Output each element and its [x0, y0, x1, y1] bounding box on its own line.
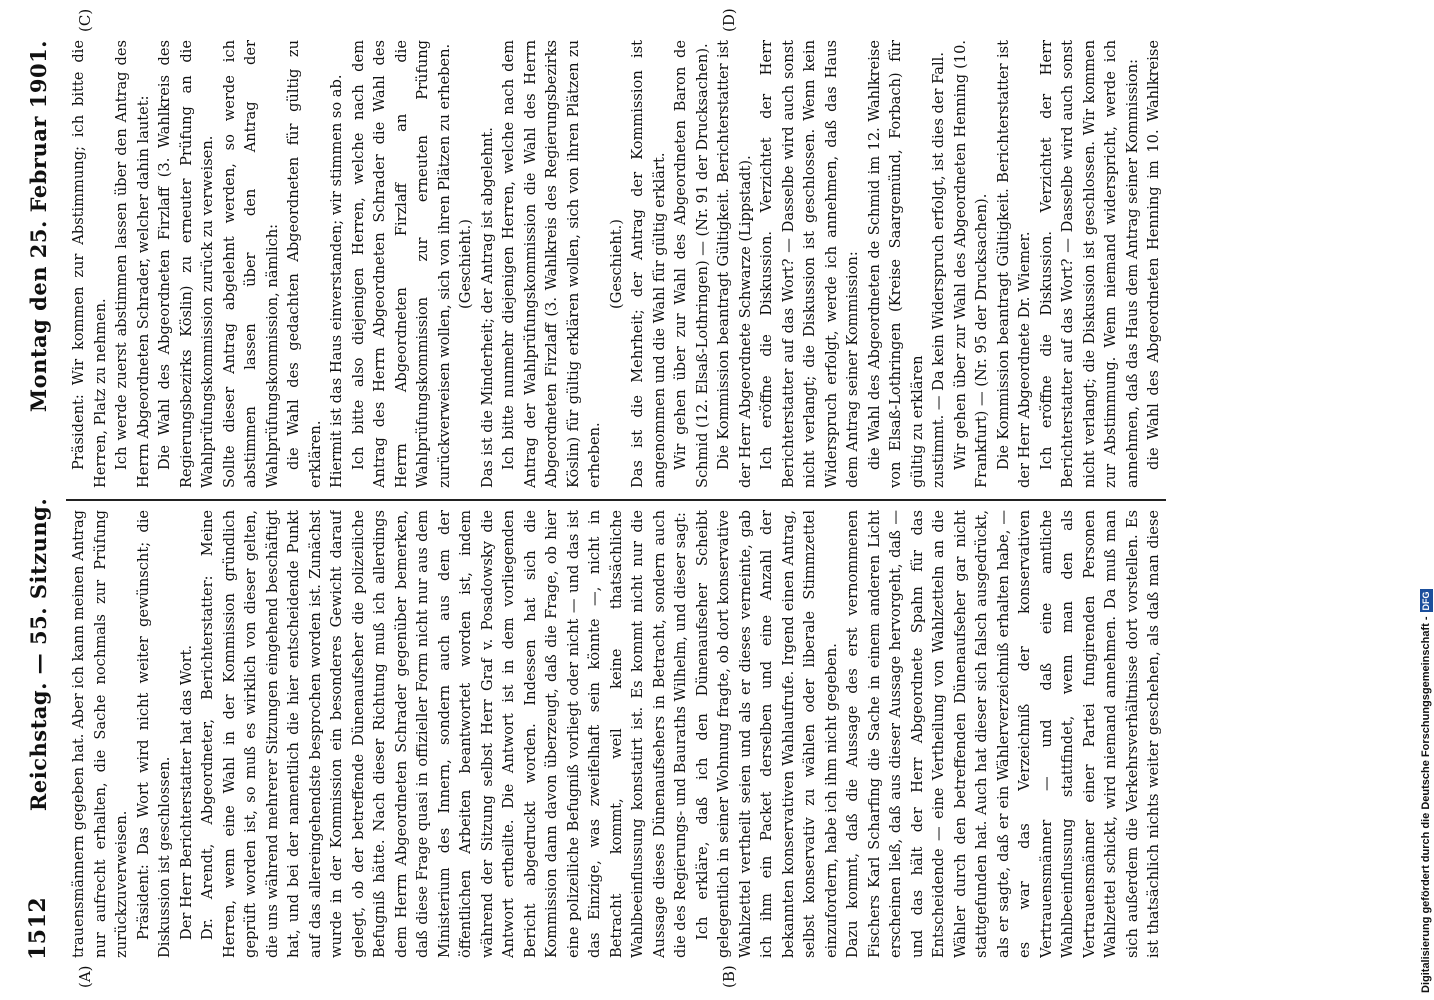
- paragraph: Das ist die Minderheit; der Antrag ist abgelehnt.: [478, 127, 496, 488]
- right-text-column: [68, 40, 1168, 488]
- paragraph: zustimmt. — Da kein Widerspruch erfolgt, ist dies der Fall.: [930, 52, 947, 488]
- margin-mark-a: (A): [76, 965, 94, 988]
- page-number: 1512: [25, 896, 51, 960]
- margin-mark-c: (C): [76, 8, 94, 32]
- paragraph: Ich werde zuerst abstimmen lassen über den Antrag des Herrn Abgeordneten Schrader, welcher dahin lautet:: [113, 40, 152, 488]
- running-title: Reichstag. — 55. Sitzung.: [25, 497, 51, 812]
- session-date: Montag den 25. Februar 1901.: [25, 40, 51, 413]
- paragraph: trauensmännern gegeben hat. Aber ich kann meinen Antrag nur aufrecht erhalten, die Sache nochmals zur Prüfung zurückzuverweisen.: [70, 510, 130, 958]
- running-header: [18, 40, 58, 960]
- credit-text: Digitalisierung gefördert durch die Deutsche Forschungsgemeinschaft -: [1420, 616, 1432, 993]
- paragraph: Präsident: Wir kommen zur Abstimmung; ich bitte die Herren, Platz zu nehmen.: [70, 40, 109, 488]
- paragraph: Wir gehen über zur Wahl des Abgeordneten Henning (10. Frankfurt) — (Nr. 95 der Drucksachen).: [951, 40, 990, 488]
- paragraph: Ich eröffne die Diskussion. Verzichtet der Herr Berichterstatter auf das Wort? — Dasselbe wird auch sonst nicht verlangt; die Diskussion ist geschlossen. Wenn kein Widerspruch erfolgt, werde ich annehmen, daß das Haus dem Antrag seiner Kommission:: [758, 40, 861, 488]
- motion-text: die Wahl des Abgeordneten Henning im 10. Wahlkreise: [1145, 40, 1162, 470]
- motion-text: Die Wahl des Abgeordneten Firzlaff (3. Wahlkreis des Regierungsbezirks Köslin) zu erneuter Prüfung an die Wahlprüfungskommission zurück zu verweisen.: [156, 40, 216, 488]
- left-text-column: [68, 510, 1168, 958]
- column-divider: [66, 499, 1166, 501]
- paragraph: Ich eröffne die Diskussion. Verzichtet der Herr Berichterstatter auf das Wort? — Dasselbe wird auch sonst nicht verlangt; die Diskussion ist geschlossen. Wir kommen zur Abstimmung. Wenn niemand widerspricht, werde ich annehmen, daß das Haus dem Antrag seiner Kommission:: [1037, 40, 1141, 488]
- motion-text: die Wahl des gedachten Abgeordneten für gültig zu erklären.: [285, 40, 324, 488]
- paragraph: Hiermit ist das Haus einverstanden; wir stimmen so ab.: [328, 74, 345, 488]
- margin-mark-b: (B): [720, 965, 738, 988]
- paragraph: Die Kommission beantragt Gültigkeit. Berichterstatter ist der Herr Abgeordnete Dr. Wiemer.: [994, 40, 1033, 488]
- digitization-credit: [1418, 8, 1434, 993]
- paragraph: Die Kommission beantragt Gültigkeit. Berichterstatter ist der Herr Abgeordnete Schwarze (Lippstadt).: [715, 40, 754, 488]
- dfg-logo: DFG: [1420, 591, 1431, 611]
- quoted-statement: Ich erkläre, daß ich den Dünenaufseher Scheibt gelegentlich in seiner Wohnung fragte, ob dort konservative Wahlzettel vertheilt seien und als er dieses verneinte, gab ich ihm ein Packet derselben und eine Anzahl der bekannten konservativen Wahlaufrufe. Irgend einen Antrag, selbst konservativ zu wählen oder liberale Stimmzettel einzufordern, habe ich ihm nicht gegeben.: [693, 510, 840, 958]
- paragraph: Wir gehen über zur Wahl des Abgeordneten Baron de Schmid (12. Elsaß-Lothringen) — (Nr. 91 der Drucksachen).: [672, 40, 711, 488]
- interjection: (Geschieht.): [607, 219, 625, 309]
- margin-mark-d: (D): [720, 8, 738, 32]
- paragraph: Das ist die Mehrheit; der Antrag der Kommission ist angenommen und die Wahl für gültig erklärt.: [629, 40, 668, 488]
- paragraph: Ich bitte nunmehr diejenigen Herren, welche nach dem Antrag der Wahlprüfungskommission die Wahl des Herrn Abgeordneten Firzlaff (3. Wahlkreis des Regierungsbezirks Köslin) für gültig erklären wollen, sich von ihren Plätzen zu erheben.: [500, 40, 603, 488]
- paragraph: Dazu kommt, daß die Aussage des erst vernommenen Fischers Karl Scharfing die Sache in einem anderen Licht erscheinen ließ, daß aus dieser Aussage hervorgeht, daß — und das hält der Herr Abgeordnete Spahn für das Entscheidende — eine Vertheilung von Wahlzetteln an die Wähler durch den betreffenden Dünenaufseher gar nicht stattgefunden hat. Auch hat dieser sich falsch ausgedrückt, als er sagte, daß er ein Wählerverzeichniß erhalten habe, — es war das Verzeichniß der konservativen Vertrauensmänner — und daß eine amtliche Wahlbeeinflussung stattfindet, wenn man den als Vertrauensmänner einer Partei fungirenden Personen Wahlzettel schickt, wird niemand annehmen. Da muß man sich außerdem die Verkehrsverhältnisse dort vorstellen. Es ist thatsächlich nichts weiter geschehen, als daß man diese: [844, 510, 1162, 958]
- interjection: (Geschieht.): [457, 219, 474, 309]
- paragraph: Ich bitte also diejenigen Herren, welche nach dem Antrag des Herrn Abgeordneten Schrader die Wahl des Herrn Abgeordneten Firzlaff an die Wahlprüfungskommission zur erneuten Prüfung zurückverweisen wollen, sich von ihren Plätzen zu erheben.: [349, 40, 453, 488]
- paragraph: Dr. Arendt, Abgeordneter, Berichterstatter: Meine Herren, wenn eine Wahl in der Kommission gründlich geprüft worden ist, so muß es wirklich von dieser gelten, die uns während mehrerer Sitzungen eingehend beschäftigt hat, und bei der namentlich die hier entscheidende Punkt auf das allereingehendste besprochen worden ist. Zunächst wurde in der Kommission ein besonderes Gewicht darauf gelegt, ob der betreffende Dünenaufseher die polizeiliche Befugniß hätte. Nach dieser Richtung muß ich allerdings dem Herrn Abgeordneten Schrader gegenüber bemerken, daß diese Frage quasi in offizieller Form nicht nur aus dem Ministerium des Innern, sondern auch aus dem der öffentlichen Arbeiten beantwortet worden ist, indem während der Sitzung selbst Herr Graf v. Posadowsky die Antwort ertheilte. Die Antwort ist in dem vorliegenden Bericht abgedruckt worden. Indessen hat sich die Kommission dann davon überzeugt, daß die Frage, ob hier eine polizeiliche Befugniß vorliegt oder nicht — und das ist das Einzige, was zweifelhaft sein könnte —, nicht in Betracht kommt, weil keine thatsächliche Wahlbeeinflussung konstatirt ist. Es kommt nicht nur die Aussage dieses Dünenaufsehers in Betracht, sondern auch die des Regierungs- und Bauraths Wilhelm, und dieser sagt:: [199, 510, 689, 958]
- paragraph: Der Herr Berichterstatter hat das Wort.: [177, 644, 195, 940]
- motion-text: die Wahl des Abgeordneten de Schmid im 12. Wahlkreise von Elsaß-Lothringen (Kreise Saargemünd, Forbach) für gültig zu erklären: [865, 40, 926, 488]
- paragraph: Präsident: Das Wort wird nicht weiter gewünscht; die Diskussion ist geschlossen.: [134, 510, 173, 958]
- paragraph: Sollte dieser Antrag abgelehnt werden, so werde ich abstimmen lassen über den Antrag der Wahlprüfungskommission, nämlich:: [220, 40, 281, 488]
